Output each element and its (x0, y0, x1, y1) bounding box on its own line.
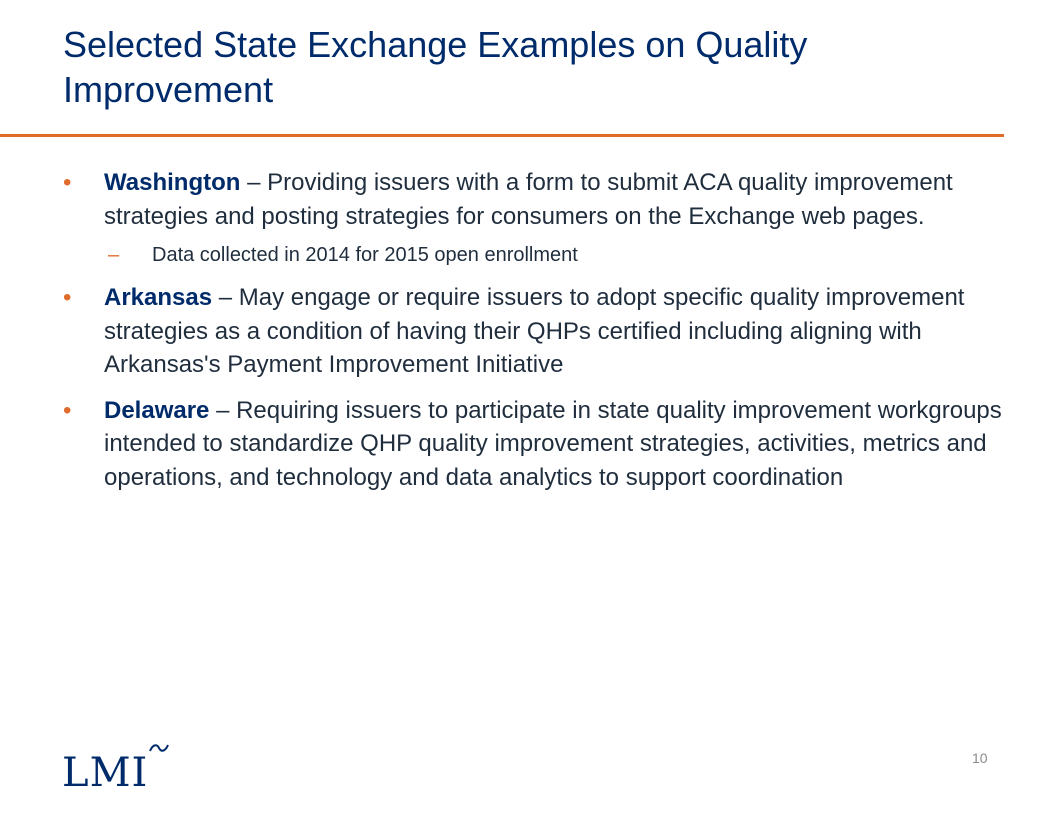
bullet-marker: • (63, 169, 72, 196)
logo-tilde-icon (148, 742, 170, 754)
bullet-marker: • (63, 284, 72, 311)
bullet-arkansas (63, 281, 1003, 382)
logo-text: LMI (62, 750, 149, 796)
bullet-text: – May engage or require issuers to adopt specific quality improvement strategies as a condition of having their QHPs certified including aligning with Arkansas's Payment Improvement Initiative (104, 284, 965, 378)
bullet-washington (63, 166, 1003, 269)
bullet-state-name: Delaware (104, 396, 210, 424)
sub-bullet-list (104, 241, 1003, 269)
lmi-logo (62, 742, 172, 798)
bullet-list (63, 166, 1003, 494)
bullet-delaware (63, 394, 1003, 495)
slide-title: Selected State Exchange Examples on Quality Improvement (63, 24, 808, 110)
bullet-state-name: Washington (104, 169, 241, 196)
bullet-state-name: Arkansas (104, 284, 213, 311)
bullet-text: – Requiring issuers to participate in state quality improvement workgroups intended to standardize QHP quality improvement strategies, activities, metrics and operations, and technology and data analytics to support coordination (104, 396, 1002, 491)
title-divider (0, 134, 1004, 137)
sub-bullet-washington-data (104, 241, 1003, 269)
sub-bullet-marker: – (108, 244, 120, 266)
bullet-marker: • (63, 396, 72, 424)
page-number: 10 (972, 750, 988, 766)
bullet-text: – Providing issuers with a form to submit ACA quality improvement strategies and posting strategies for consumers on the Exchange web pages. (104, 169, 953, 230)
sub-bullet-text: Data collected in 2014 for 2015 open enrollment (152, 244, 578, 266)
